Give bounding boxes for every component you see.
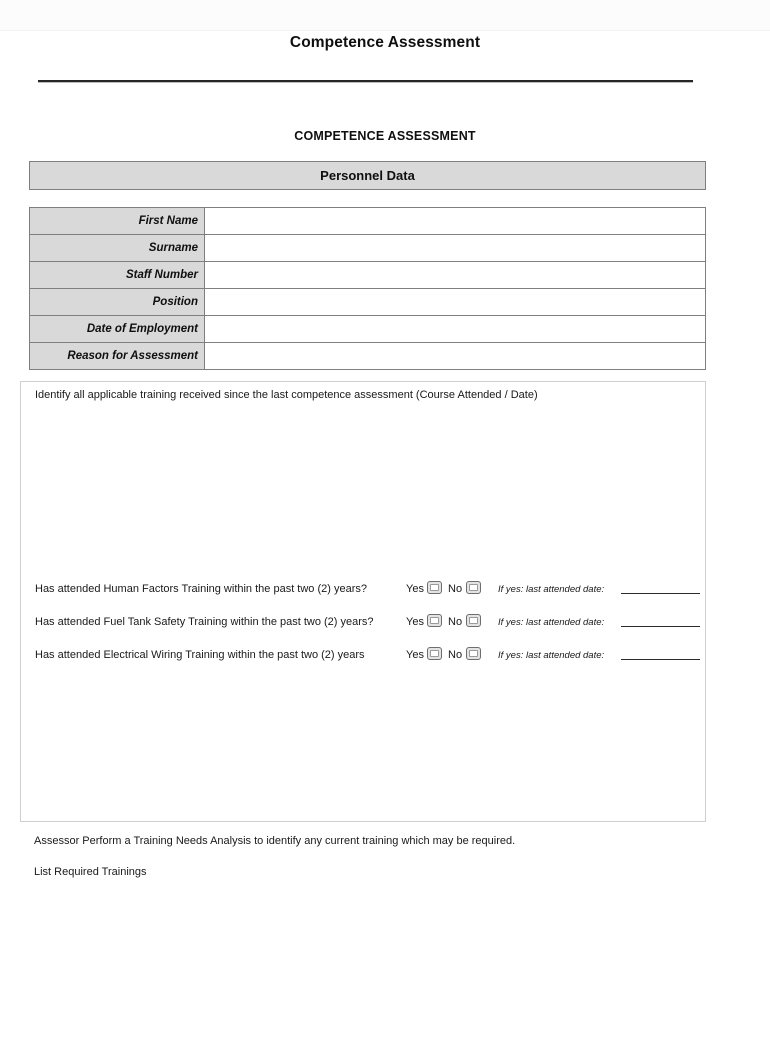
section-heading: COMPETENCE ASSESSMENT	[294, 129, 476, 143]
last-attended-date-label: If yes: last attended date:	[498, 617, 605, 628]
question-row-electrical-wiring	[35, 645, 695, 678]
table-row	[30, 262, 706, 289]
field-input-first-name[interactable]	[205, 208, 706, 235]
last-attended-date-input[interactable]	[621, 659, 700, 660]
checkbox-no-human-factors[interactable]	[466, 581, 481, 594]
checkbox-no-fuel-tank-safety[interactable]	[466, 614, 481, 627]
assessor-instruction-text: Assessor Perform a Training Needs Analysis to identify any current training which may be required.	[34, 835, 516, 847]
question-text: Has attended Electrical Wiring Training within the past two (2) years	[35, 649, 365, 661]
question-no-label: No	[448, 649, 463, 661]
question-yes-label: Yes	[406, 649, 424, 661]
question-row-human-factors	[35, 579, 695, 612]
field-input-reason-for-assessment[interactable]	[205, 343, 706, 370]
question-text: Has attended Fuel Tank Safety Training within the past two (2) years?	[35, 616, 374, 628]
field-input-surname[interactable]	[205, 235, 706, 262]
field-label-first-name: First Name	[30, 208, 205, 235]
field-input-staff-number[interactable]	[205, 262, 706, 289]
field-label-staff-number: Staff Number	[30, 262, 205, 289]
training-section-box	[20, 381, 706, 822]
question-yes-label: Yes	[406, 616, 424, 628]
page-title: Competence Assessment	[289, 34, 481, 51]
top-band	[0, 0, 770, 31]
checkbox-yes-fuel-tank-safety[interactable]	[427, 614, 442, 627]
checkbox-yes-human-factors[interactable]	[427, 581, 442, 594]
title-divider	[38, 80, 693, 83]
table-row	[30, 343, 706, 370]
field-label-date-of-employment: Date of Employment	[30, 316, 205, 343]
last-attended-date-input[interactable]	[621, 593, 700, 594]
personnel-data-header	[29, 161, 706, 190]
personnel-data-header-label: Personnel Data	[320, 168, 415, 183]
field-label-surname: Surname	[30, 235, 205, 262]
field-input-date-of-employment[interactable]	[205, 316, 706, 343]
table-row	[30, 316, 706, 343]
question-no-label: No	[448, 583, 463, 595]
table-row	[30, 208, 706, 235]
field-input-position[interactable]	[205, 289, 706, 316]
question-row-fuel-tank-safety	[35, 612, 695, 645]
question-yes-label: Yes	[406, 583, 424, 595]
question-text: Has attended Human Factors Training within the past two (2) years?	[35, 583, 367, 595]
field-label-reason-for-assessment: Reason for Assessment	[30, 343, 205, 370]
list-required-trainings-label: List Required Trainings	[34, 866, 147, 878]
training-question-list	[35, 579, 695, 678]
personnel-data-table	[29, 207, 706, 370]
training-prompt-label: Identify all applicable training received since the last competence assessment (Course Attended / Date)	[35, 389, 538, 401]
question-no-label: No	[448, 616, 463, 628]
table-row	[30, 289, 706, 316]
checkbox-no-electrical-wiring[interactable]	[466, 647, 481, 660]
last-attended-date-input[interactable]	[621, 626, 700, 627]
checkbox-yes-electrical-wiring[interactable]	[427, 647, 442, 660]
last-attended-date-label: If yes: last attended date:	[498, 650, 605, 661]
table-row	[30, 235, 706, 262]
field-label-position: Position	[30, 289, 205, 316]
last-attended-date-label: If yes: last attended date:	[498, 584, 605, 595]
